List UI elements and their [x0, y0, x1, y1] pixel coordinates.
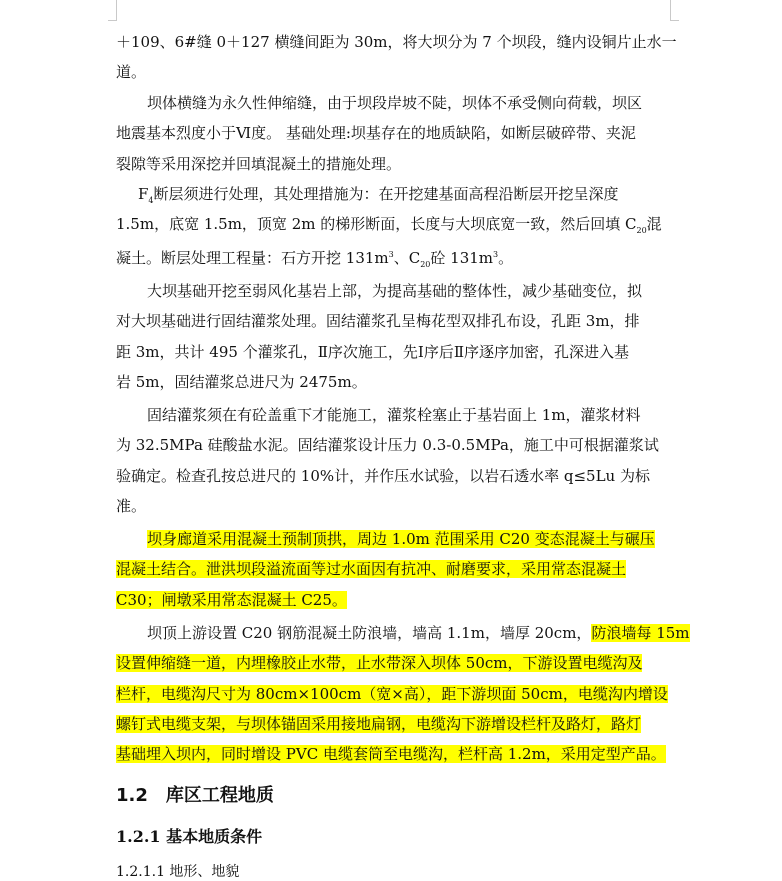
paragraph-6-highlighted — [116, 524, 672, 615]
paragraph-line: 坝顶上游设置 C20 钢筋混凝土防浪墙，墙高 1.1m，墙厚 20cm，防浪墙每 15m — [147, 624, 690, 642]
section-title: 库区工程地质 — [165, 785, 274, 806]
paragraph-line: 裂隙等采用深挖并回填混凝土的措施处理。 — [116, 154, 402, 173]
paragraph-line: 地震基本烈度小于Ⅵ度。 基础处理:坝基存在的地质缺陷，如断层破碎带、夹泥 — [116, 124, 636, 143]
paragraph-line: 坝体横缝为永久性伸缩缝，由于坝段岸坡不陡，坝体不承受侧向荷载，坝区 — [147, 94, 643, 112]
subsection-heading-1-2-1: 1.2.1 基本地质条件 — [116, 827, 263, 846]
paragraph-line: 对大坝基础进行固结灌浆处理。固结灌浆孔呈梅花型双排孔布设，孔距 3m，排 — [116, 312, 640, 331]
paragraph-line: ＋109、6#缝 0＋127 横缝间距为 30m，将大坝分为 7 个坝段，缝内设铜片止水一 — [116, 33, 677, 51]
highlighted-text: 防浪墙每 15m — [591, 624, 690, 642]
highlighted-text: 设置伸缩缝一道，内埋橡胶止水带，止水带深入坝体 50cm，下游设置电缆沟及 — [116, 654, 643, 673]
paragraph-line — [116, 739, 672, 769]
highlighted-text: 栏杆，电缆沟尺寸为 80cm×100cm（宽×高），距下游坝面 50cm，电缆沟内增设 — [116, 684, 668, 703]
section-heading-1-2 — [116, 781, 274, 807]
paragraph-line: 1.5m，底宽 1.5m，顶宽 2m 的梯形断面，长度与大坝底宽一致，然后回填 $C_{20}$混 — [116, 215, 662, 236]
paragraph-7 — [116, 618, 690, 769]
highlighted-text: 混凝土结合。泄洪坝段溢流面等过水面因有抗冲、耐磨要求，采用常态混凝土 — [116, 560, 627, 579]
paragraph-line: 固结灌浆须在有砼盖重下才能施工，灌浆栓塞止于基岩面上 1m，灌浆材料 — [147, 406, 641, 424]
paragraph-line: 岩 5m，固结灌浆总进尺为 2475m。 — [116, 372, 367, 391]
paragraph-4 — [116, 276, 672, 397]
paragraph-line: 验确定。检查孔按总进尺的 10%计，并作压水试验，以岩石透水率 q≤5Lu 为标 — [116, 466, 650, 485]
highlighted-text: C30；闸墩采用常态混凝土 C25。 — [116, 590, 347, 609]
paragraph-5 — [116, 400, 672, 521]
paragraph-line — [116, 524, 672, 554]
paragraph-3 — [116, 179, 672, 270]
paragraph-line — [116, 709, 672, 739]
highlighted-text: 螺钉式电缆支架，与坝体锚固采用接地扁钢，电缆沟下游增设栏杆及路灯，路灯 — [116, 714, 642, 733]
paragraph-1 — [116, 27, 677, 88]
paragraph-line — [116, 554, 672, 584]
highlighted-text: 基础埋入坝内，同时增设 PVC 电缆套筒至电缆沟，栏杆高 1.2m，采用定型产品。 — [116, 745, 666, 764]
subsubsection-heading-1-2-1-1: 1.2.1.1 地形、地貌 — [116, 864, 240, 880]
paragraph-2 — [116, 88, 672, 179]
paragraph-line — [116, 679, 672, 709]
paragraph-line: 大坝基础开挖至弱风化基岩上部，为提高基础的整体性，减少基础变位，拟 — [147, 282, 643, 300]
page-corner-mark-left — [108, 0, 117, 21]
paragraph-line: 凝土。断层处理工程量：石方开挖 $131m^3$、$C_{20}$砼 $131m^3$。 — [116, 248, 514, 269]
paragraph-line: $F_4$断层须进行处理，其处理措施为：在开挖建基面高程沿断层开挖呈深度 — [138, 185, 619, 205]
highlighted-text: 坝身廊道采用混凝土预制顶拱，周边 1.0m 范围采用 C20 变态混凝土与碾压 — [147, 530, 655, 548]
section-number: 1.2 — [116, 785, 148, 806]
paragraph-line — [116, 648, 672, 678]
paragraph-line: 准。 — [116, 496, 147, 515]
page-corner-mark-right — [670, 0, 679, 21]
paragraph-line: 道。 — [116, 63, 147, 82]
paragraph-line: 为 32.5MPa 硅酸盐水泥。固结灌浆设计压力 0.3-0.5MPa，施工中可根据灌浆试 — [116, 436, 659, 455]
paragraph-line: 距 3m，共计 495 个灌浆孔，Ⅱ序次施工，先Ⅰ序后Ⅱ序逐序加密，孔深进入基 — [116, 342, 630, 361]
paragraph-line — [116, 585, 672, 615]
